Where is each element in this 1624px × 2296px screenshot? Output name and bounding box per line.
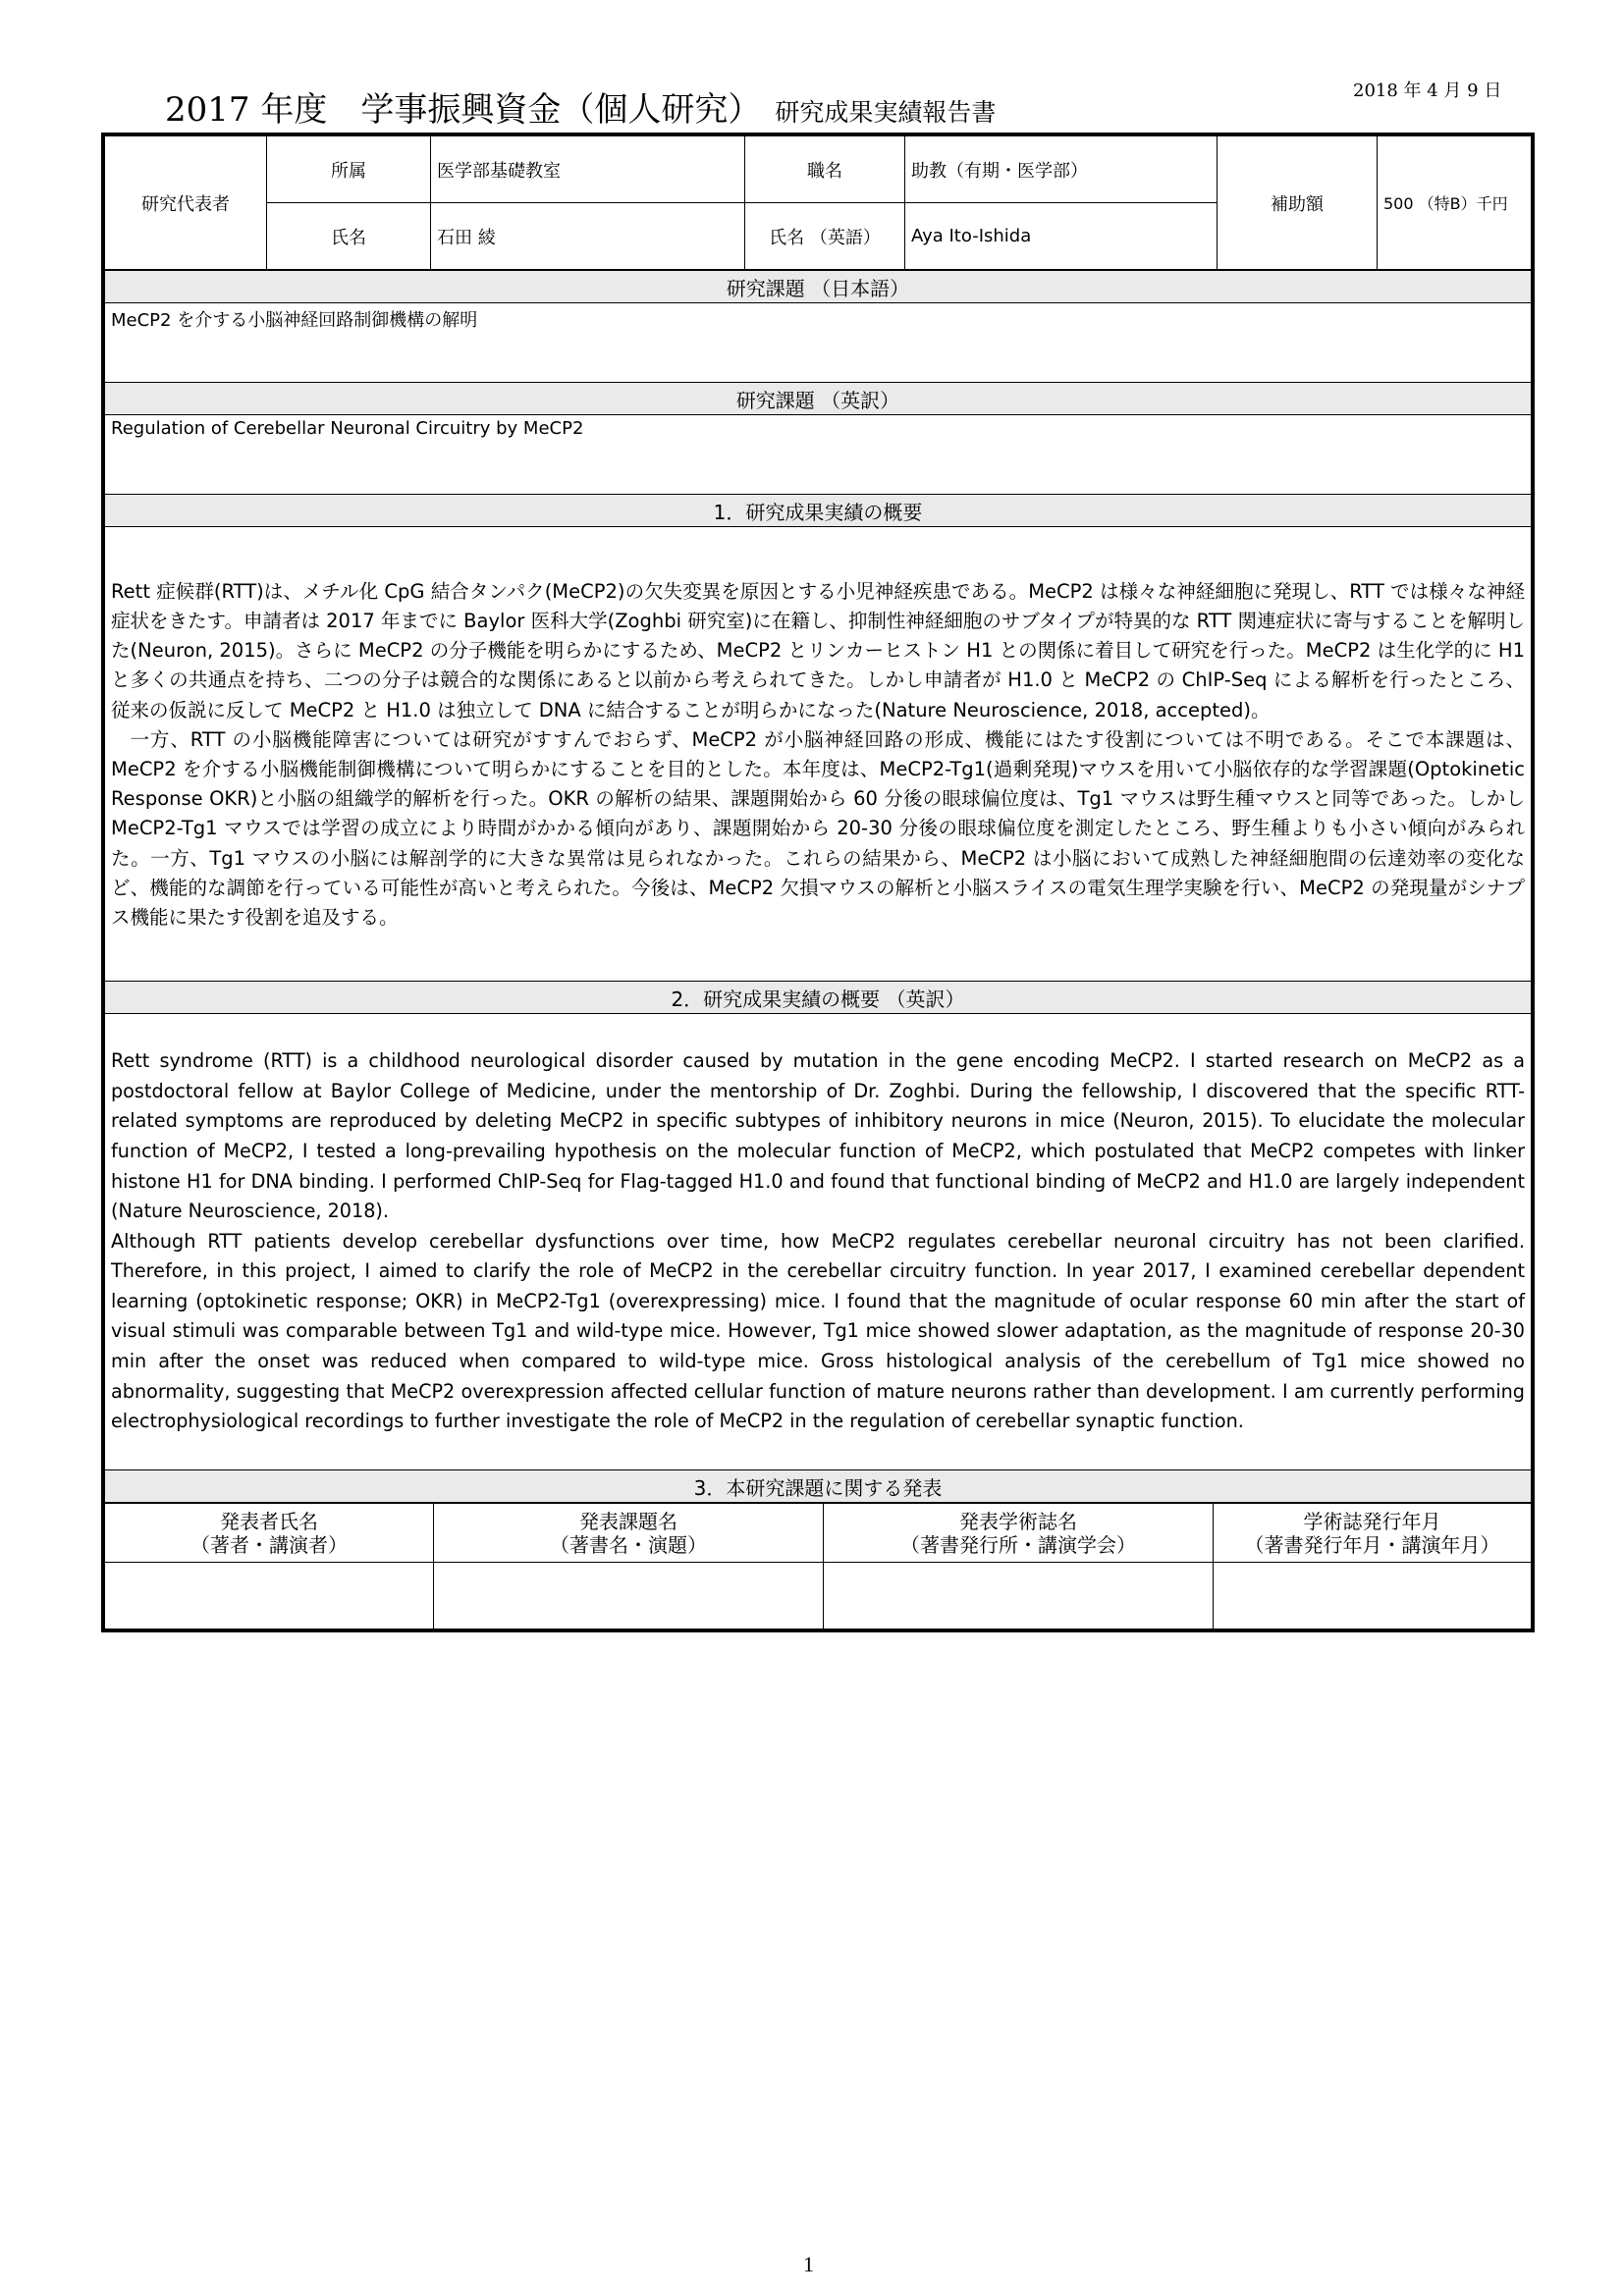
summary-ja-paragraph: 一方、RTT の小脳機能障害については研究がすすんでおらず、MeCP2 が小脳神経回路の形成、機能にはたす役割については不明である。そこで本課題は、MeCP2 を介する小脳機能制御機構について明らかにすることを目的とした。本年度は、MeCP2-Tg1(過剰発現)マウスを用いて小脳依存的な学習課題(Optokinetic Response OKR)と小脳の組織学的解析を行った。OKR の解析の結果、課題開始から 60 分後の眼球偏位度は、Tg1 マウスは野生種マウスと同等であった。しかし MeCP2-Tg1 マウスでは学習の成立により時間がかかる傾向があり、課題開始から 20-30 分後の眼球偏位度を測定したところ、野生種よりも小さい傾向がみられた。一方、Tg1 マウスの小脳には解剖学的に大きな異常は見られなかった。これらの結果から、MeCP2 は小脳において成熟した神経細胞間の伝達効率の変化など、機能的な調節を行っている可能性が高いと考えられた。今後は、MeCP2 欠損マウスの解析と小脳スライスの電気生理学実験を行い、MeCP2 の発現量がシナプス機能に果たす役割を追及する。 xyxy=(111,727,1525,930)
document-title xyxy=(165,82,996,131)
pub-cell xyxy=(434,1563,824,1629)
pub-cell xyxy=(105,1563,434,1629)
topic-ja-text: MeCP2 を介する小脳神経回路制御機構の解明 xyxy=(105,303,1532,383)
pub-col-title: 発表課題名 （著書名・演題） xyxy=(434,1504,824,1563)
publications-table xyxy=(104,1503,1532,1629)
report-form xyxy=(101,133,1535,1632)
affiliation-label: 所属 xyxy=(267,136,431,203)
pub-col-journal: 発表学術誌名 （著書発行所・講演学会） xyxy=(824,1504,1214,1563)
representative-label: 研究代表者 xyxy=(105,136,267,270)
pub-cell xyxy=(1214,1563,1532,1629)
grant-value: 500 （特B）千円 xyxy=(1378,136,1532,270)
summary-en-paragraph: Rett syndrome (RTT) is a childhood neurological disorder caused by mutation in the gene encoding MeCP2. I started research on MeCP2 as a postdoctoral fellow at Baylor College of Medicine, under the mentorship of Dr. Zoghbi. During the fellowship, I discovered that the specific RTT-related symptoms are reproduced by deleting MeCP2 in specific subtypes of inhibitory neurons in mice (Neuron, 2015). To elucidate the molecular function of MeCP2, I tested a long-prevailing hypothesis on the molecular function of MeCP2, which postulated that MeCP2 competes with linker histone H1 for DNA binding. I performed ChIP-Seq for Flag-tagged H1.0 and found that functional binding of MeCP2 and H1.0 are largely independent (Nature Neuroscience, 2018). xyxy=(111,1049,1525,1223)
position-label: 職名 xyxy=(745,136,905,203)
topic-ja-heading: 研究課題 （日本語） xyxy=(105,271,1532,303)
topic-en-text: Regulation of Cerebellar Neuronal Circuitry by MeCP2 xyxy=(105,415,1532,495)
title-subtitle: 研究成果実績報告書 xyxy=(775,98,997,127)
summary-ja-body xyxy=(105,527,1532,982)
info-table xyxy=(104,135,1532,270)
summary-en-body xyxy=(105,1014,1532,1470)
name-en-value: Aya Ito-Ishida xyxy=(905,203,1218,270)
pub-cell xyxy=(824,1563,1214,1629)
grant-label: 補助額 xyxy=(1218,136,1378,270)
summary-ja-heading: 1．研究成果実績の概要 xyxy=(105,495,1532,527)
body-table xyxy=(104,270,1532,1503)
name-value: 石田 綾 xyxy=(431,203,745,270)
position-value: 助教（有期・医学部） xyxy=(905,136,1218,203)
pub-col-presenter: 発表者氏名 （著者・講演者） xyxy=(105,1504,434,1563)
name-label: 氏名 xyxy=(267,203,431,270)
summary-en-paragraph: Although RTT patients develop cerebellar dysfunctions over time, how MeCP2 regulates cerebellar neuronal circuitry has not been clarified. Therefore, in this project, I aimed to clarify the role of MeCP2 in the cerebellar circuitry function. In year 2017, I examined cerebellar dependent learning (optokinetic response; OKR) in MeCP2-Tg1 (overexpressing) mice. I found that the magnitude of ocular response 60 min after the start of visual stimuli was comparable between Tg1 and wild-type mice. However, Tg1 mice showed slower adaptation, as the magnitude of response 20-30 min after the onset was reduced when compared to wild-type mice. Gross histological analysis of the cerebellum of Tg1 mice showed no abnormality, suggesting that MeCP2 overexpression affected cellular function of mature neurons rather than development. I am currently performing electrophysiological recordings to further investigate the role of MeCP2 in the regulation of cerebellar synaptic function. xyxy=(111,1229,1525,1433)
publications-heading: 3．本研究課題に関する発表 xyxy=(105,1470,1532,1503)
topic-en-heading: 研究課題 （英訳） xyxy=(105,383,1532,415)
name-en-label: 氏名 （英語） xyxy=(745,203,905,270)
page-number: 1 xyxy=(803,2252,814,2276)
affiliation-value: 医学部基礎教室 xyxy=(431,136,745,203)
publication-row-empty xyxy=(105,1563,1532,1629)
title-main: 2017 年度 学事振興資金（個人研究） xyxy=(165,90,762,130)
report-date: 2018 年 4 月 9 日 xyxy=(1353,80,1502,101)
summary-ja-paragraph: Rett 症候群(RTT)は、メチル化 CpG 結合タンパク(MeCP2)の欠失変異を原因とする小児神経疾患である。MeCP2 は様々な神経細胞に発現し、RTT では様々な神経症状をきたす。申請者は 2017 年までに Baylor 医科大学(Zoghbi 研究室)に在籍し、抑制性神経細胞のサブタイプが特異的な RTT 関連症状に寄与することを解明した(Neuron, 2015)。さらに MeCP2 の分子機能を明らかにするため、MeCP2 とリンカーヒストン H1 との関係に着目して研究を行った。MeCP2 は生化学的に H1 と多くの共通点を持ち、二つの分子は競合的な関係にあると以前から考えられてきた。しかし申請者が H1.0 と MeCP2 の ChIP-Seq による解析を行ったところ、従来の仮説に反して MeCP2 と H1.0 は独立して DNA に結合することが明らかになった(Nature Neuroscience, 2018, accepted)。 xyxy=(111,579,1525,721)
pub-col-date: 学術誌発行年月 （著書発行年月・講演年月） xyxy=(1214,1504,1532,1563)
summary-en-heading: 2．研究成果実績の概要 （英訳） xyxy=(105,982,1532,1014)
